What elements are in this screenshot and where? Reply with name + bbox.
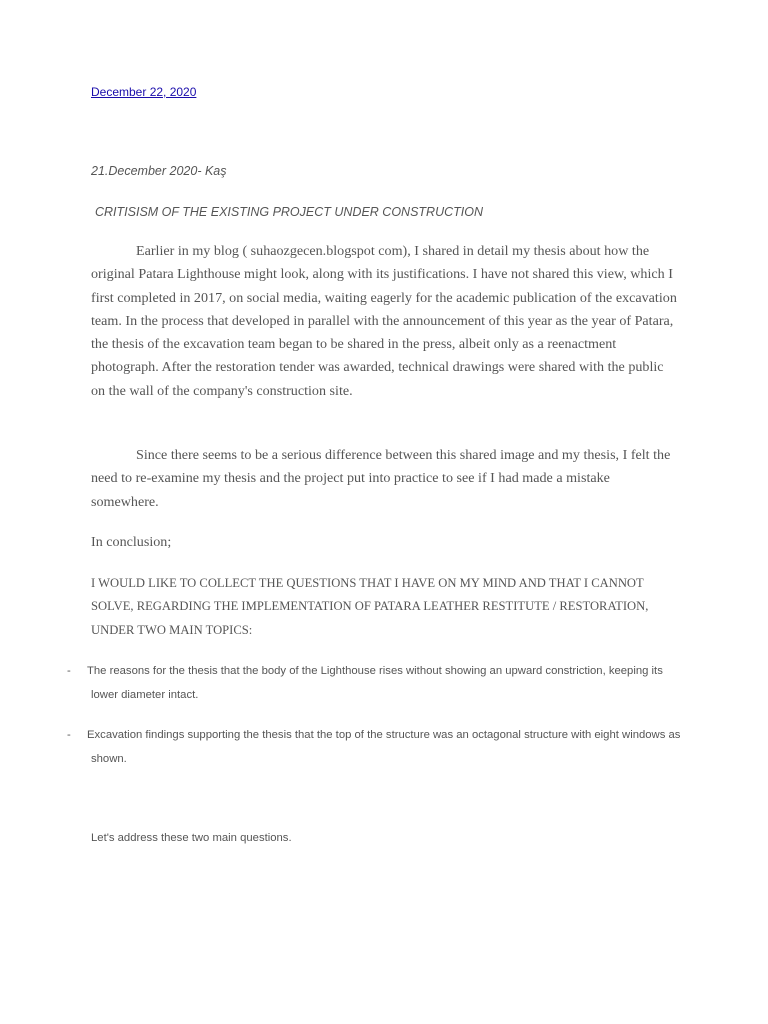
paragraph-difference: Since there seems to be a serious difference between this shared image and my thesis, I felt the need to re-examine my thesis and the project put into practice to see if I had made a mistake somewhere. [91,447,671,510]
bullet-marker: - [67,665,71,677]
document-heading: CRITISISM OF THE EXISTING PROJECT UNDER CONSTRUCTION [95,205,483,219]
bullet-marker: - [67,729,71,741]
paragraph-conclusion: In conclusion; [91,534,172,550]
paragraph-intro: Earlier in my blog ( suhaozgecen.blogspot com), I shared in detail my thesis about how the original Patara Lighthouse might look, along with its justifications. I have not shared this view, which I first completed in 2017, on social media, waiting eagerly for the academic publication of the excavation team. In the process that developed in parallel with the announcement of this year as the year of Patara, the thesis of the excavation team began to be shared in the press, albeit only as a reenactment photograph. After the restoration tender was awarded, technical drawings were shared with the public on the wall of the company's construction site. [91,243,677,399]
place-date: 21.December 2020- Kaş [91,164,227,178]
bullet-item: Excavation findings supporting the thesis that the top of the structure was an octagonal structure with eight windows as shown. [87,729,681,765]
date-link[interactable]: December 22, 2020 [91,85,197,99]
caps-paragraph: I WOULD LIKE TO COLLECT THE QUESTIONS THAT I HAVE ON MY MIND AND THAT I CANNOT SOLVE, REGARDING THE IMPLEMENTATION OF PATARA LEATHER RESTITUTE / RESTORATION, UNDER TWO MAIN TOPICS: [91,576,649,637]
bullet-item: The reasons for the thesis that the body of the Lighthouse rises without showing an upward constriction, keeping its lower diameter intact. [87,665,663,701]
closing-line: Let's address these two main questions. [91,832,292,844]
